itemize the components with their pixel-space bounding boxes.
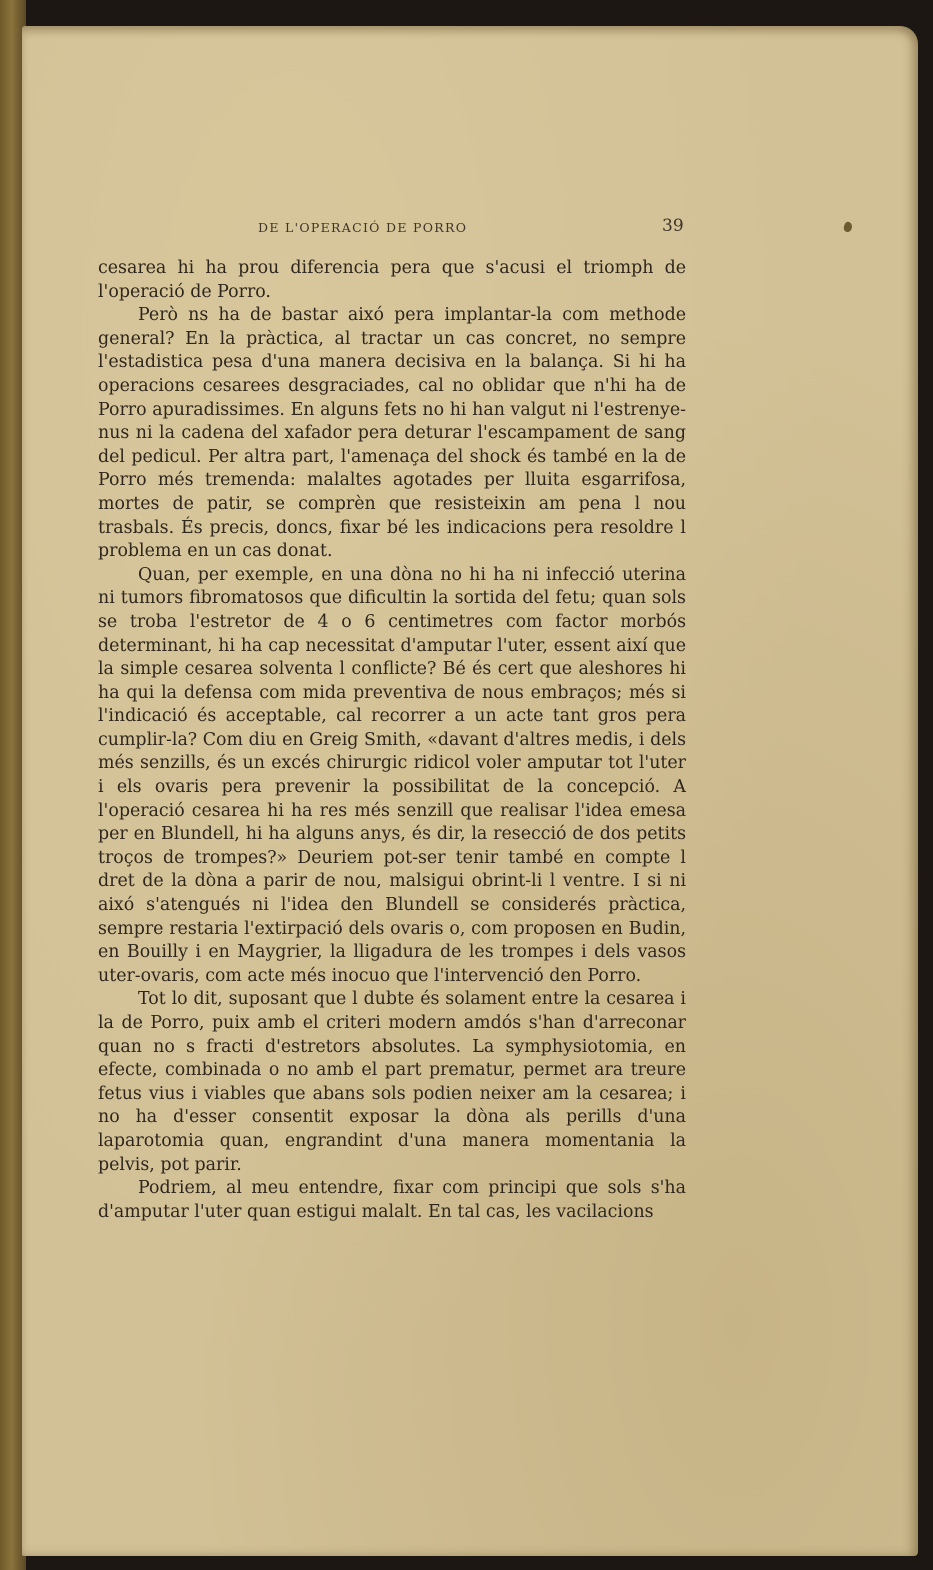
running-head-title: DE L'OPERACIÓ DE PORRO: [258, 220, 468, 235]
paragraph-continued: cesarea hi ha prou diferencia pera que s'acusi el triomph de l'operació de Porro.: [98, 258, 686, 302]
paragraph: Però ns ha de bastar aixó pera implantar-la com methode general? En la pràctica, al tractar un cas concret, no sempre l'estadistica pesa d'una manera decisiva en la balança. Si hi ha operacions cesarees desgraciades, cal no oblidar que n'hi ha de Porro apuradissimes. En alguns fets no hi han valgut ni l'estrenye-nus ni la cadena del xafador pera deturar l'escampament de sang del pedicul. Per altra part, l'amenaça del shock és també en la de Porro més tremenda: malaltes agotades per lluita esgarrifosa, mortes de patir, se comprèn que resisteixin am pena l nou trasbals. És precis, doncs, fixar bé les indicacions pera resoldre l problema en un cas donat.: [98, 305, 686, 562]
running-head: [22, 216, 918, 240]
paragraph: Podriem, al meu entendre, fixar com principi que sols s'ha d'amputar l'uter quan estigui malalt. En tal cas, les vacilacions: [98, 1178, 686, 1222]
page-number: 39: [662, 216, 684, 236]
paragraph: Quan, per exemple, en una dòna no hi ha ni infecció uterina ni tumors fibromatosos que dificultin la sortida del fetu; quan sols se troba l'estretor de 4 o 6 centimetres com factor morbós determinant, hi ha cap necessitat d'amputar l'uter, essent així que la simple cesarea solventa l conflicte? Bé és cert que aleshores hi ha qui la defensa com mida preventiva de nous embraços; més si l'indicació és acceptable, cal recorrer a un acte tant gros pera cumplir-la? Com diu en Greig Smith, «davant d'altres medis, i dels més senzills, és un excés chirurgic ridicol voler amputar tot l'uter i els ovaris pera prevenir la possibilitat de la concepció. A l'operació cesarea hi ha res més senzill que realisar l'idea emesa per en Blundell, hi ha alguns anys, és dir, la resecció de dos petits troços de trompes?» Deuriem pot-ser tenir també en compte l dret de la dòna a parir de nou, malsigui obrint-li l ventre. I si ni aixó s'atengués ni l'idea den Blundell se considerés pràctica, sempre restaria l'extirpació dels ovaris o, com proposen en Budin, en Bouilly i en Maygrier, la lligadura de les trompes i dels vasos uter-ovaris, com acte més inocuo que l'intervenció den Porro.: [98, 564, 686, 986]
body-text: [98, 257, 686, 1224]
book-page: [22, 26, 918, 1556]
paragraph: Tot lo dit, suposant que l dubte és solament entre la cesarea i la de Porro, puix amb el criteri modern amdós s'han d'arreconar quan no s fracti d'estretors absolutes. La symphysiotomia, en efecte, combinada o no amb el part prematur, permet ara treure fetus vius i viables que abans sols podien neixer am la cesarea; i no ha d'esser consentit exposar la dòna als perills d'una laparotomia quan, engrandint d'una manera momentania la pelvis, pot parir.: [98, 989, 686, 1175]
